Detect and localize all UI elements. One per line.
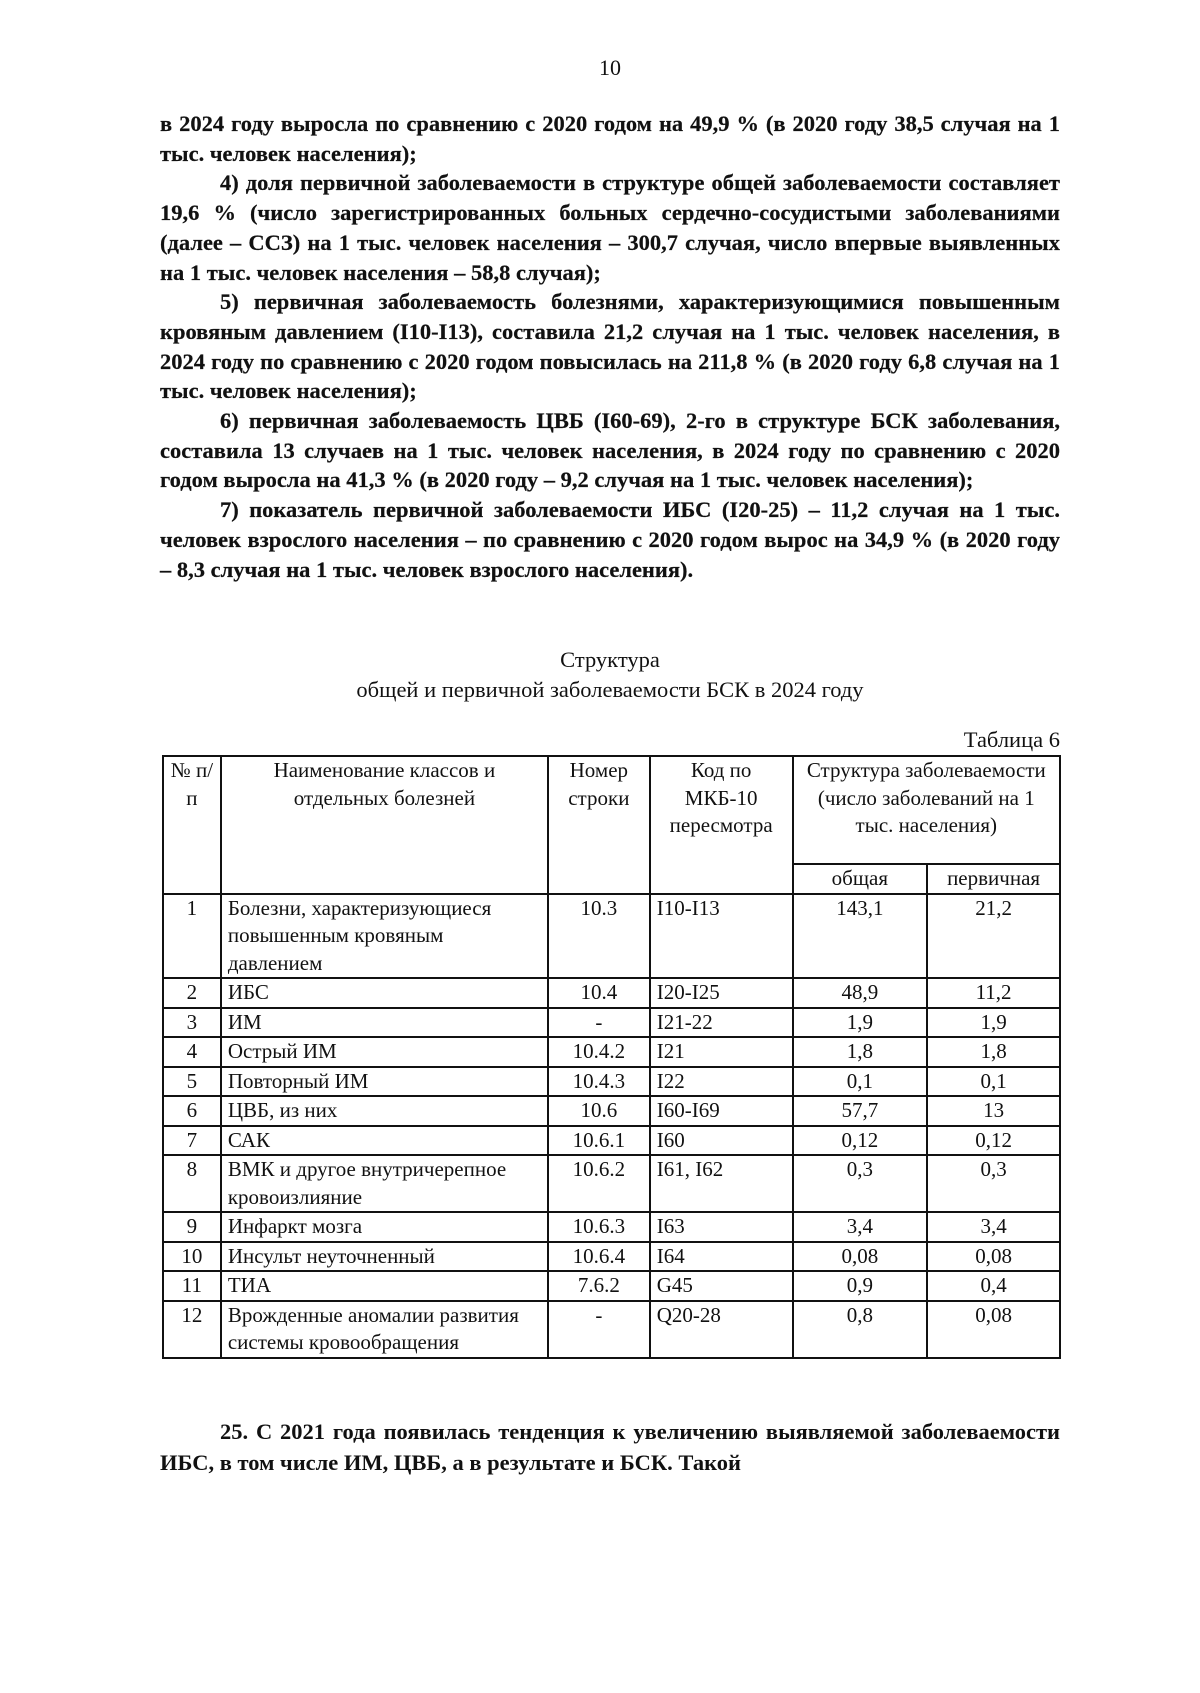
table-row	[163, 1096, 1060, 1126]
header-structure: Структура заболеваемости (число заболеваний на 1 тыс. населения)	[793, 756, 1060, 864]
disease-name: ЦВБ, из них	[221, 1096, 548, 1126]
icd-code: I61, I62	[650, 1155, 793, 1212]
total-value: 0,9	[793, 1271, 928, 1301]
row-number: 9	[163, 1212, 221, 1242]
table-row	[163, 1126, 1060, 1156]
disease-name: Врожденные аномалии развития системы кровообращения	[221, 1301, 548, 1358]
page-number: 10	[599, 55, 621, 80]
total-value: 0,3	[793, 1155, 928, 1212]
paragraph: 6) первичная заболеваемость ЦВБ (I60-69), 2-го в структуре БСК заболевания, составила 13 случаев на 1 тыс. человек населения, в 2024 году по сравнению с 2020 годом выросла на 41,3 % (в 2020 году – 9,2 случая на 1 тыс. человек населения);	[160, 408, 1060, 493]
icd-code: Q20-28	[650, 1301, 793, 1358]
row-number: 4	[163, 1037, 221, 1067]
row-number: 11	[163, 1271, 221, 1301]
table-label: Таблица 6	[963, 727, 1060, 752]
row-number: 5	[163, 1067, 221, 1097]
row-number: 1	[163, 894, 221, 979]
primary-value: 0,3	[927, 1155, 1060, 1212]
table-row	[163, 1212, 1060, 1242]
icd-code: I21-22	[650, 1008, 793, 1038]
row-code: 10.6	[548, 1096, 650, 1126]
primary-value: 0,08	[927, 1242, 1060, 1272]
primary-value: 0,08	[927, 1301, 1060, 1358]
table-row	[163, 1008, 1060, 1038]
icd-code: I10-I13	[650, 894, 793, 979]
table-caption	[160, 645, 1060, 705]
paragraph-25	[160, 1416, 1060, 1478]
disease-name: ВМК и другое внутричерепное кровоизлияние	[221, 1155, 548, 1212]
row-number: 12	[163, 1301, 221, 1358]
disease-name: Острый ИМ	[221, 1037, 548, 1067]
row-number: 2	[163, 978, 221, 1008]
disease-name: ИМ	[221, 1008, 548, 1038]
paragraph: 4) доля первичной заболеваемости в структуре общей заболеваемости составляет 19,6 % (число зарегистрированных больных сердечно-сосудистыми заболеваниями (далее – ССЗ) на 1 тыс. человек населения – 300,7 случая, число впервые выявленных на 1 тыс. человек населения – 58,8 случая);	[160, 170, 1060, 285]
primary-value: 11,2	[927, 978, 1060, 1008]
table-row	[163, 1155, 1060, 1212]
primary-value: 0,4	[927, 1271, 1060, 1301]
row-code: 10.6.4	[548, 1242, 650, 1272]
body-text	[160, 109, 1060, 584]
caption-line: общей и первичной заболеваемости БСК в 2024 году	[356, 677, 864, 702]
icd-code: I21	[650, 1037, 793, 1067]
total-value: 143,1	[793, 894, 928, 979]
disease-name: Инфаркт мозга	[221, 1212, 548, 1242]
row-code: 10.3	[548, 894, 650, 979]
primary-value: 21,2	[927, 894, 1060, 979]
primary-value: 0,1	[927, 1067, 1060, 1097]
table-row	[163, 978, 1060, 1008]
row-code: 10.4	[548, 978, 650, 1008]
disease-name: Повторный ИМ	[221, 1067, 548, 1097]
icd-code: I63	[650, 1212, 793, 1242]
row-number: 10	[163, 1242, 221, 1272]
paragraph: в 2024 году выросла по сравнению с 2020 годом на 49,9 % (в 2020 году 38,5 случая на 1 тыс. человек населения);	[160, 111, 1060, 166]
row-number: 7	[163, 1126, 221, 1156]
primary-value: 0,12	[927, 1126, 1060, 1156]
row-code: -	[548, 1008, 650, 1038]
total-value: 1,8	[793, 1037, 928, 1067]
row-code: 10.6.2	[548, 1155, 650, 1212]
table-row	[163, 1067, 1060, 1097]
disease-name: Болезни, характеризующиеся повышенным кровяным давлением	[221, 894, 548, 979]
header-primary: первичная	[927, 864, 1060, 894]
total-value: 0,1	[793, 1067, 928, 1097]
row-code: 10.6.1	[548, 1126, 650, 1156]
total-value: 3,4	[793, 1212, 928, 1242]
header-num: № п/п	[163, 756, 221, 894]
primary-value: 13	[927, 1096, 1060, 1126]
caption-line: Структура	[560, 647, 660, 672]
row-code: 10.6.3	[548, 1212, 650, 1242]
icd-code: I60	[650, 1126, 793, 1156]
row-code: 10.4.2	[548, 1037, 650, 1067]
header-code: Код по МКБ-10 пересмотра	[650, 756, 793, 894]
total-value: 57,7	[793, 1096, 928, 1126]
header-total: общая	[793, 864, 928, 894]
row-code: 7.6.2	[548, 1271, 650, 1301]
disease-name: САК	[221, 1126, 548, 1156]
table-row	[163, 1301, 1060, 1358]
icd-code: I20-I25	[650, 978, 793, 1008]
primary-value: 1,9	[927, 1008, 1060, 1038]
table-row	[163, 894, 1060, 979]
row-code: 10.4.3	[548, 1067, 650, 1097]
paragraph: 5) первичная заболеваемость болезнями, характеризующимися повышенным кровяным давлением (I10-I13), составила 21,2 случая на 1 тыс. человек населения, в 2024 году по сравнению с 2020 годом повысилась на 211,8 % (в 2020 году 6,8 случая на 1 тыс. человек населения);	[160, 289, 1060, 404]
disease-structure-table	[162, 755, 1061, 1359]
row-code: -	[548, 1301, 650, 1358]
icd-code: G45	[650, 1271, 793, 1301]
table-row	[163, 1037, 1060, 1067]
header-name: Наименование классов и отдельных болезней	[221, 756, 548, 894]
paragraph: 7) показатель первичной заболеваемости ИБС (I20-25) – 11,2 случая на 1 тыс. человек взрослого населения – по сравнению с 2020 годом вырос на 34,9 % (в 2020 году – 8,3 случая на 1 тыс. человек взрослого населения).	[160, 497, 1060, 582]
row-number: 3	[163, 1008, 221, 1038]
icd-code: I64	[650, 1242, 793, 1272]
row-number: 6	[163, 1096, 221, 1126]
table-row	[163, 1271, 1060, 1301]
disease-name: Инсульт неуточненный	[221, 1242, 548, 1272]
total-value: 0,08	[793, 1242, 928, 1272]
primary-value: 3,4	[927, 1212, 1060, 1242]
total-value: 0,12	[793, 1126, 928, 1156]
total-value: 48,9	[793, 978, 928, 1008]
paragraph: 25. С 2021 года появилась тенденция к увеличению выявляемой заболеваемости ИБС, в том числе ИМ, ЦВБ, а в результате и БСК. Такой	[160, 1419, 1060, 1475]
row-number: 8	[163, 1155, 221, 1212]
disease-name: ТИА	[221, 1271, 548, 1301]
total-value: 0,8	[793, 1301, 928, 1358]
disease-name: ИБС	[221, 978, 548, 1008]
total-value: 1,9	[793, 1008, 928, 1038]
table-row	[163, 1242, 1060, 1272]
icd-code: I22	[650, 1067, 793, 1097]
icd-code: I60-I69	[650, 1096, 793, 1126]
header-row-no: Номер строки	[548, 756, 650, 894]
primary-value: 1,8	[927, 1037, 1060, 1067]
